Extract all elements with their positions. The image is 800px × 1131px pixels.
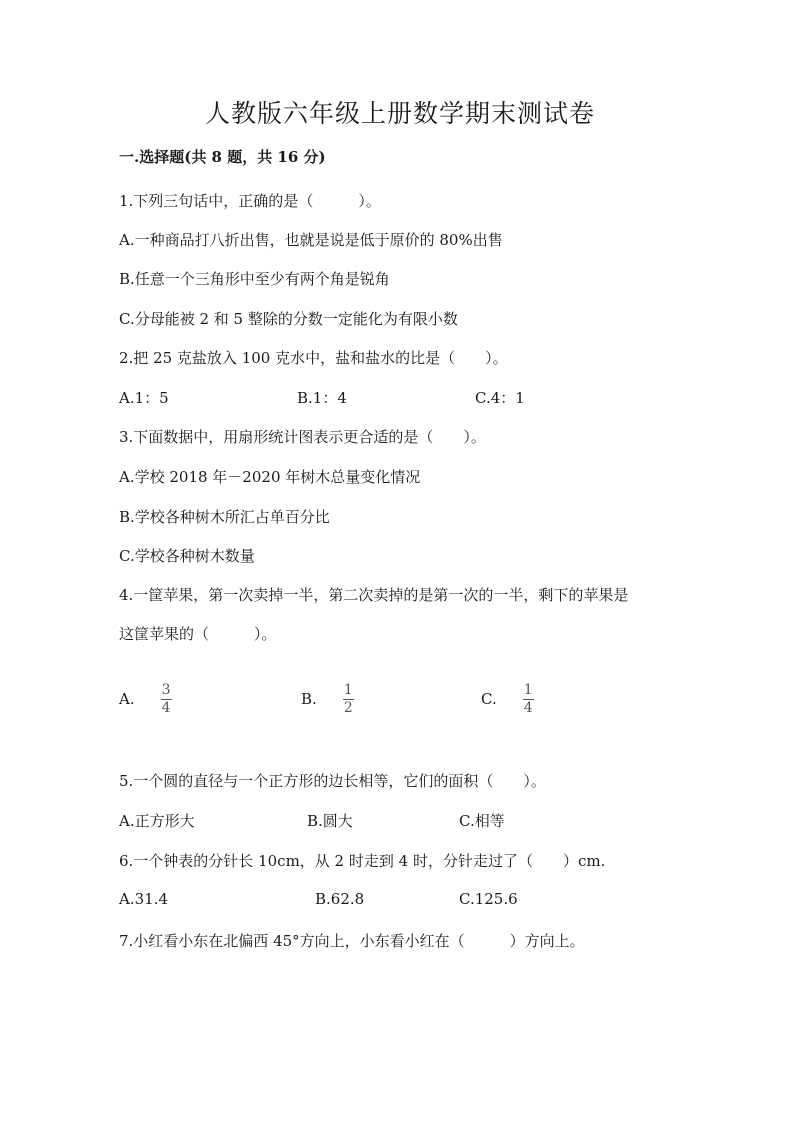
fraction-numerator: 3 (161, 682, 171, 698)
fraction (161, 683, 172, 715)
question-4-option-c (481, 683, 534, 715)
question-4-option-b (301, 683, 354, 715)
section-heading: 一.选择题(共 8 题，共 16 分) (119, 148, 326, 166)
option-label: A. (119, 690, 135, 709)
fraction-denominator: 2 (343, 699, 353, 716)
question-5-option-c: C.相等 (459, 812, 505, 830)
question-4-stem-line-2: 这筐苹果的（ ）。 (119, 625, 277, 643)
question-5-stem: 5.一个圆的直径与一个正方形的边长相等，它们的面积（ ）。 (119, 772, 546, 790)
option-label: C. (481, 690, 497, 709)
question-1-option-b: B.任意一个三角形中至少有两个角是锐角 (119, 270, 390, 288)
question-5-option-a: A.正方形大 (119, 812, 195, 830)
question-5-option-b: B.圆大 (307, 812, 353, 830)
question-7-stem: 7.小红看小东在北偏西 45°方向上，小东看小红在（ ）方向上。 (119, 932, 585, 950)
question-3-option-c: C.学校各种树木数量 (119, 547, 255, 565)
question-2-option-c: C.4：1 (475, 389, 525, 407)
question-6-option-a: A.31.4 (119, 890, 168, 908)
question-4-option-a (119, 683, 172, 715)
fraction-numerator: 1 (523, 682, 533, 698)
question-2-option-b: B.1：4 (297, 389, 347, 407)
question-3-option-b: B.学校各种树木所汇占单百分比 (119, 508, 330, 526)
fraction-denominator: 4 (523, 699, 533, 716)
fraction (523, 683, 534, 715)
question-1-option-a: A.一种商品打八折出售，也就是说是低于原价的 80%出售 (119, 231, 503, 249)
question-6-option-b: B.62.8 (315, 890, 365, 908)
fraction-denominator: 4 (161, 699, 171, 716)
question-6-stem: 6.一个钟表的分针长 10cm，从 2 时走到 4 时，分针走过了（ ）cm. (119, 852, 606, 870)
question-6-option-c: C.125.6 (459, 890, 518, 908)
question-3-stem: 3.下面数据中，用扇形统计图表示更合适的是（ ）。 (119, 428, 486, 446)
question-1-stem: 1.下列三句话中，正确的是（ ）。 (119, 192, 381, 210)
question-1-option-c: C.分母能被 2 和 5 整除的分数一定能化为有限小数 (119, 310, 458, 328)
question-2-option-a: A.1：5 (119, 389, 169, 407)
question-2-stem: 2.把 25 克盐放入 100 克水中，盐和盐水的比是（ ）。 (119, 349, 508, 367)
question-4-stem-line-1: 4.一筐苹果，第一次卖掉一半，第二次卖掉的是第一次的一半，剩下的苹果是 (119, 586, 629, 604)
question-3-option-a: A.学校 2018 年－2020 年树木总量变化情况 (119, 468, 421, 486)
page-title: 人教版六年级上册数学期末测试卷 (204, 99, 595, 128)
option-label: B. (301, 690, 317, 709)
fraction (343, 683, 354, 715)
fraction-numerator: 1 (343, 682, 353, 698)
